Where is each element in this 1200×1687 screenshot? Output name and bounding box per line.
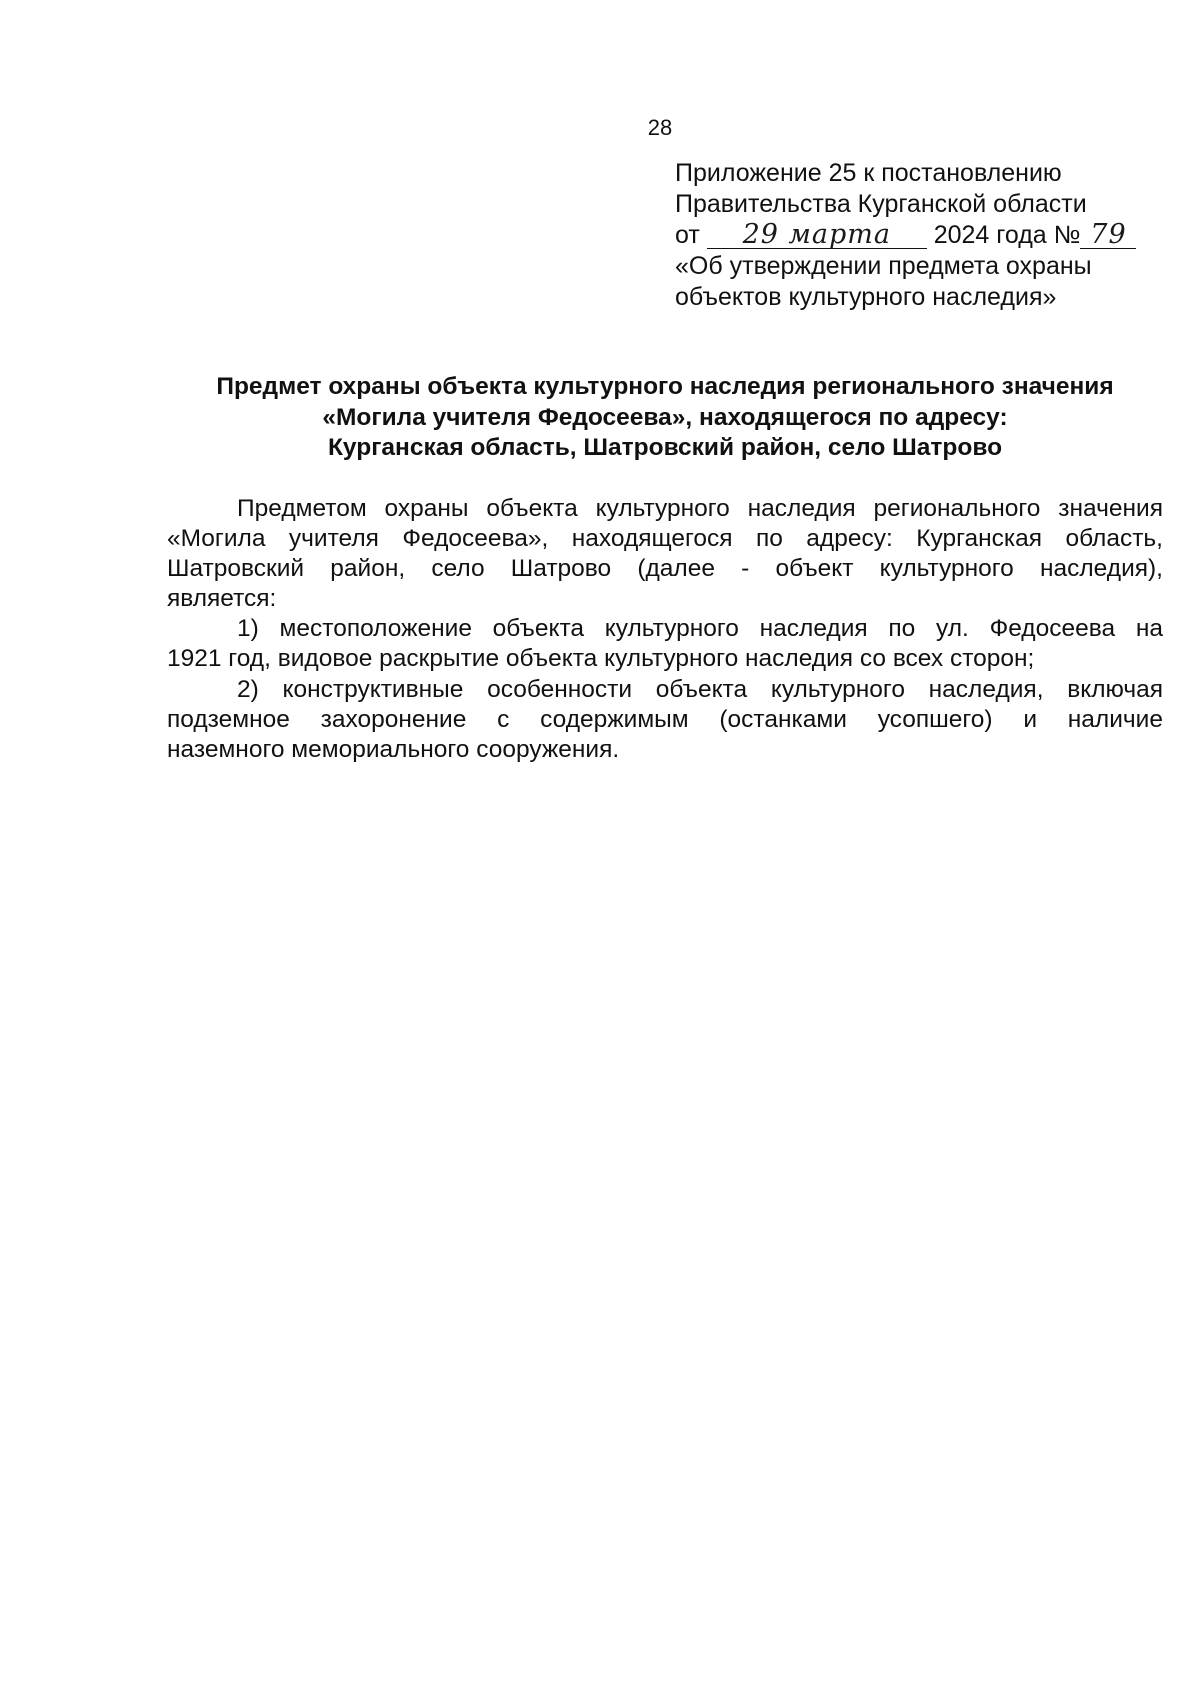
handwritten-date: 29 марта	[742, 219, 891, 250]
date-blank	[707, 219, 927, 250]
document-body	[167, 494, 1163, 765]
intro-line-3: Шатровский район, село Шатрово (далее - объект культурного наследия),	[167, 555, 1163, 583]
page-number: 28	[647, 115, 673, 140]
item2-line-2: подземное захоронение с содержимым (останками усопшего) и наличие	[167, 705, 1163, 733]
intro-line-4: является:	[167, 585, 277, 613]
appendix-line-1: Приложение 25 к постановлению	[675, 159, 1062, 187]
appendix-line-5: объектов культурного наследия»	[675, 283, 1057, 311]
item2-line-3: наземного мемориального сооружения.	[167, 735, 620, 763]
from-label: от	[675, 221, 700, 249]
appendix-line-2: Правительства Курганской области	[675, 190, 1087, 218]
item1-line-1: 1) местоположение объекта культурного наследия по ул. Федосеева на	[237, 615, 1163, 643]
intro-line-1: Предметом охраны объекта культурного наследия регионального значения	[237, 495, 1163, 522]
appendix-block	[675, 158, 1175, 313]
item2-line-1: 2) конструктивные особенности объекта культурного наследия, включая	[237, 675, 1163, 703]
title-line-1: Предмет охраны объекта культурного наследия регионального значения	[216, 373, 1114, 400]
intro-line-2: «Могила учителя Федосеева», находящегося по адресу: Курганская область,	[167, 525, 1163, 553]
document-title	[140, 372, 1190, 464]
year-label: 2024 года №	[933, 221, 1081, 249]
title-line-2: «Могила учителя Федосеева», находящегося по адресу:	[322, 403, 1008, 431]
title-line-3: Курганская область, Шатровский район, село Шатрово	[327, 434, 1003, 461]
appendix-line-3	[675, 220, 1175, 251]
handwritten-number: 79	[1090, 219, 1127, 250]
item1-line-2: 1921 год, видовое раскрытие объекта культурного наследия со всех сторон;	[167, 645, 1035, 673]
number-blank	[1080, 219, 1136, 250]
appendix-line-4: «Об утверждении предмета охраны	[675, 252, 1092, 280]
